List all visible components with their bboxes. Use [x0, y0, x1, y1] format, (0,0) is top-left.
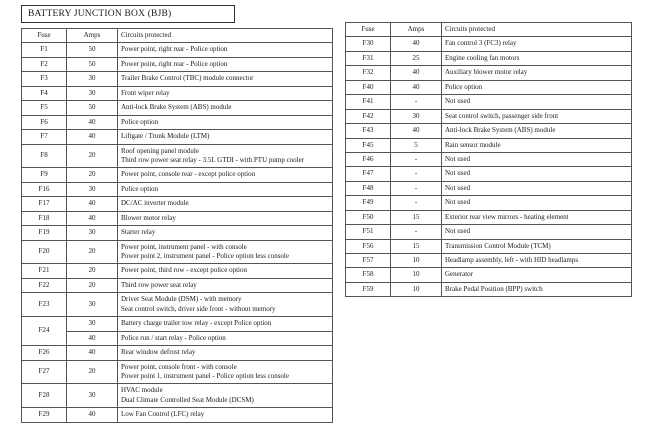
table-row [22, 293, 333, 317]
fuse-cell: F43 [346, 124, 391, 138]
circuit-line: Power point, right rear - Police option [121, 45, 228, 54]
circuits-cell [442, 210, 632, 224]
circuit-line: Fan control 3 (FC3) relay [445, 39, 517, 48]
column-header: Amps [67, 29, 118, 43]
fuse-cell: F30 [346, 37, 391, 51]
amps-cell: 40 [67, 197, 118, 211]
fuse-cell: F51 [346, 225, 391, 239]
circuit-line: HVAC module [121, 386, 163, 395]
amps-cell: 20 [67, 278, 118, 292]
column-header: Amps [391, 23, 442, 37]
table-row [346, 239, 632, 253]
table-header-row [346, 23, 632, 37]
circuits-cell [118, 57, 333, 71]
table-row [346, 268, 632, 282]
circuits-cell [118, 43, 333, 57]
circuit-line: Police option [445, 82, 483, 91]
table-row [346, 196, 632, 210]
circuit-line: Power point 1, instrument panel - Police option less console [121, 371, 289, 380]
table-row [346, 124, 632, 138]
amps-cell: 25 [391, 51, 442, 65]
amps-cell: - [391, 167, 442, 181]
circuits-cell [442, 254, 632, 268]
circuits-cell [118, 226, 333, 240]
fuse-cell: F29 [22, 408, 67, 422]
fuse-table-right [345, 22, 632, 297]
amps-cell: 40 [391, 66, 442, 80]
table-row [22, 182, 333, 196]
circuits-cell [442, 181, 632, 195]
circuit-line: DC/AC inverter module [121, 199, 189, 208]
amps-cell: 40 [67, 408, 118, 422]
fuse-cell: F16 [22, 182, 67, 196]
fuse-cell: F40 [346, 80, 391, 94]
amps-cell: - [391, 225, 442, 239]
table-row [22, 72, 333, 86]
column-header: Fuse [346, 23, 391, 37]
fuse-cell: F8 [22, 144, 67, 168]
circuits-cell [442, 80, 632, 94]
circuit-line: Starter relay [121, 228, 156, 237]
circuit-line: Not used [445, 169, 471, 178]
table-row [22, 360, 333, 384]
circuits-cell [118, 86, 333, 100]
column-header: Fuse [22, 29, 67, 43]
fuse-cell: F3 [22, 72, 67, 86]
amps-cell: 20 [67, 240, 118, 264]
circuit-line: Power point, third row - except police option [121, 266, 247, 275]
circuit-line: Not used [445, 97, 471, 106]
fuse-cell: F59 [346, 282, 391, 296]
circuit-line: Low Fan Control (LFC) relay [121, 410, 205, 419]
table-row [346, 66, 632, 80]
fuse-cell: F2 [22, 57, 67, 71]
circuit-line: Battery charge trailer tow relay - except Police option [121, 319, 272, 328]
circuit-line: Brake Pedal Position (BPP) switch [445, 284, 543, 293]
circuits-cell [442, 37, 632, 51]
circuits-cell [118, 264, 333, 278]
circuit-line: Generator [445, 270, 473, 279]
fuse-cell: F57 [346, 254, 391, 268]
fuse-cell: F23 [22, 293, 67, 317]
circuits-cell [118, 278, 333, 292]
table-row [346, 109, 632, 123]
circuit-line: Police option [121, 184, 159, 193]
circuit-line: Trailer Brake Control (TBC) module connector [121, 74, 254, 83]
circuit-line: Not used [445, 183, 471, 192]
amps-cell: 30 [67, 317, 118, 331]
circuit-line: Roof opening panel module [121, 146, 199, 155]
amps-cell: 40 [391, 80, 442, 94]
circuits-cell [442, 268, 632, 282]
fuse-cell: F41 [346, 95, 391, 109]
table-row [346, 152, 632, 166]
circuits-cell [118, 331, 333, 345]
amps-cell: - [391, 181, 442, 195]
amps-cell: 20 [67, 264, 118, 278]
amps-cell: 30 [67, 72, 118, 86]
table-row [22, 168, 333, 182]
circuits-cell [118, 115, 333, 129]
circuits-cell [442, 138, 632, 152]
circuit-line: Power point, right rear - Police option [121, 59, 228, 68]
fuse-cell: F26 [22, 346, 67, 360]
circuits-cell [118, 346, 333, 360]
fuse-cell: F32 [346, 66, 391, 80]
amps-cell: 30 [67, 293, 118, 317]
circuit-line: Front wiper relay [121, 88, 170, 97]
amps-cell: 5 [391, 138, 442, 152]
circuit-line: Anti-lock Brake System (ABS) module [445, 126, 556, 135]
circuit-line: Auxiliary blower motor relay [445, 68, 528, 77]
circuits-cell [442, 225, 632, 239]
amps-cell: 15 [391, 210, 442, 224]
table-row [22, 57, 333, 71]
circuits-cell [118, 408, 333, 422]
circuits-cell [442, 152, 632, 166]
circuit-line: Police run / start relay - Police option [121, 333, 226, 342]
circuits-cell [118, 130, 333, 144]
table-row [22, 86, 333, 100]
circuit-line: Police option [121, 117, 159, 126]
amps-cell: 40 [67, 346, 118, 360]
circuits-cell [442, 124, 632, 138]
circuits-cell [442, 109, 632, 123]
fuse-cell: F58 [346, 268, 391, 282]
table-row [22, 264, 333, 278]
circuits-cell [442, 196, 632, 210]
table-row [22, 226, 333, 240]
circuits-cell [442, 167, 632, 181]
circuit-line: Third row power seat relay - 3.5L GTDI - with PTU pump cooler [121, 155, 305, 164]
table-row [346, 37, 632, 51]
fuse-cell: F46 [346, 152, 391, 166]
circuit-line: Not used [445, 154, 471, 163]
circuits-cell [118, 211, 333, 225]
table-row [22, 130, 333, 144]
table-row [346, 181, 632, 195]
table-row [22, 115, 333, 129]
table-row [22, 317, 333, 331]
circuit-line: Seat control switch, passenger side front [445, 111, 559, 120]
fuse-cell: F20 [22, 240, 67, 264]
circuit-line: Anti-lock Brake System (ABS) module [121, 103, 232, 112]
amps-cell: 30 [67, 182, 118, 196]
page-title: BATTERY JUNCTION BOX (BJB) [21, 5, 235, 23]
circuit-line: Not used [445, 198, 471, 207]
table-row [346, 167, 632, 181]
fuse-table-left [21, 28, 333, 423]
fuse-cell: F47 [346, 167, 391, 181]
fuse-cell: F21 [22, 264, 67, 278]
circuits-cell [118, 101, 333, 115]
circuits-cell [442, 66, 632, 80]
amps-cell: 20 [67, 168, 118, 182]
circuits-cell [118, 240, 333, 264]
column-header: Circuits protected [118, 29, 333, 43]
fuse-cell: F49 [346, 196, 391, 210]
table-row [22, 278, 333, 292]
fuse-cell: F48 [346, 181, 391, 195]
table-row [346, 254, 632, 268]
circuits-cell [118, 384, 333, 408]
fuse-cell: F1 [22, 43, 67, 57]
amps-cell: 40 [67, 130, 118, 144]
amps-cell: 15 [391, 239, 442, 253]
table-row [22, 43, 333, 57]
circuits-cell [118, 360, 333, 384]
circuits-cell [118, 72, 333, 86]
table-row [22, 408, 333, 422]
amps-cell: 40 [391, 124, 442, 138]
table-row [22, 331, 333, 345]
table-row [22, 240, 333, 264]
table-header-row [22, 29, 333, 43]
table-row [22, 211, 333, 225]
circuits-cell [442, 95, 632, 109]
fuse-cell: F4 [22, 86, 67, 100]
circuits-cell [118, 197, 333, 211]
fuse-cell: F19 [22, 226, 67, 240]
fuse-cell: F22 [22, 278, 67, 292]
fuse-cell: F45 [346, 138, 391, 152]
amps-cell: 40 [67, 211, 118, 225]
circuit-line: Engine cooling fan motors [445, 53, 520, 62]
circuit-line: Rear window defrost relay [121, 348, 196, 357]
table-row [346, 51, 632, 65]
amps-cell: - [391, 95, 442, 109]
circuits-cell [118, 182, 333, 196]
circuit-line: Power point 2, instrument panel - Police option less console [121, 252, 289, 260]
circuit-line: Power point, instrument panel - with console [121, 242, 247, 251]
table-row [346, 95, 632, 109]
circuit-line: Exterior rear view mirrors - heating element [445, 212, 569, 221]
fuse-cell: F31 [346, 51, 391, 65]
circuits-cell [442, 51, 632, 65]
fuse-cell: F18 [22, 211, 67, 225]
circuit-line: Power point, console rear - except police option [121, 170, 256, 179]
amps-cell: - [391, 196, 442, 210]
circuit-line: Third row power seat relay [121, 280, 197, 289]
amps-cell: 30 [67, 384, 118, 408]
circuit-line: Liftgate / Trunk Module (LTM) [121, 132, 210, 141]
table-row [346, 80, 632, 94]
amps-cell: 30 [67, 226, 118, 240]
fuse-cell: F17 [22, 197, 67, 211]
circuit-line: Rain sensor module [445, 140, 501, 149]
circuit-line: Dual Climate Controlled Seat Module (DCSM) [121, 395, 254, 404]
fuse-cell: F6 [22, 115, 67, 129]
table-row [22, 346, 333, 360]
amps-cell: 40 [67, 115, 118, 129]
circuits-cell [118, 293, 333, 317]
amps-cell: 40 [391, 37, 442, 51]
fuse-cell: F50 [346, 210, 391, 224]
amps-cell: - [391, 152, 442, 166]
table-row [22, 101, 333, 115]
fuse-cell: F9 [22, 168, 67, 182]
fuse-cell: F28 [22, 384, 67, 408]
circuits-cell [118, 317, 333, 331]
table-row [346, 225, 632, 239]
amps-cell: 50 [67, 57, 118, 71]
circuit-line: Headlamp assembly, left - with HID headlamps [445, 256, 579, 264]
amps-cell: 40 [67, 331, 118, 345]
amps-cell: 30 [391, 109, 442, 123]
circuits-cell [442, 239, 632, 253]
table-row [346, 210, 632, 224]
table-row [22, 197, 333, 211]
circuit-line: Power point, console front - with console [121, 362, 237, 371]
table-row [22, 144, 333, 168]
circuit-line: Seat control switch, driver side front - without memory [121, 304, 276, 313]
amps-cell: 10 [391, 268, 442, 282]
circuits-cell [118, 144, 333, 168]
amps-cell: 50 [67, 101, 118, 115]
circuit-line: Driver Seat Module (DSM) - with memory [121, 295, 242, 304]
fuse-cell: F5 [22, 101, 67, 115]
fuse-cell: F27 [22, 360, 67, 384]
amps-cell: 50 [67, 43, 118, 57]
amps-cell: 10 [391, 254, 442, 268]
fuse-cell: F7 [22, 130, 67, 144]
circuit-line: Not used [445, 227, 471, 236]
amps-cell: 20 [67, 144, 118, 168]
table-row [346, 138, 632, 152]
amps-cell: 20 [67, 360, 118, 384]
fuse-cell: F24 [22, 317, 67, 346]
fuse-cell: F42 [346, 109, 391, 123]
circuit-line: Transmission Control Module (TCM) [445, 241, 551, 250]
amps-cell: 10 [391, 282, 442, 296]
table-row [22, 384, 333, 408]
fuse-cell: F56 [346, 239, 391, 253]
circuits-cell [118, 168, 333, 182]
circuit-line: Blower motor relay [121, 213, 176, 222]
circuits-cell [442, 282, 632, 296]
amps-cell: 30 [67, 86, 118, 100]
column-header: Circuits protected [442, 23, 632, 37]
table-row [346, 282, 632, 296]
